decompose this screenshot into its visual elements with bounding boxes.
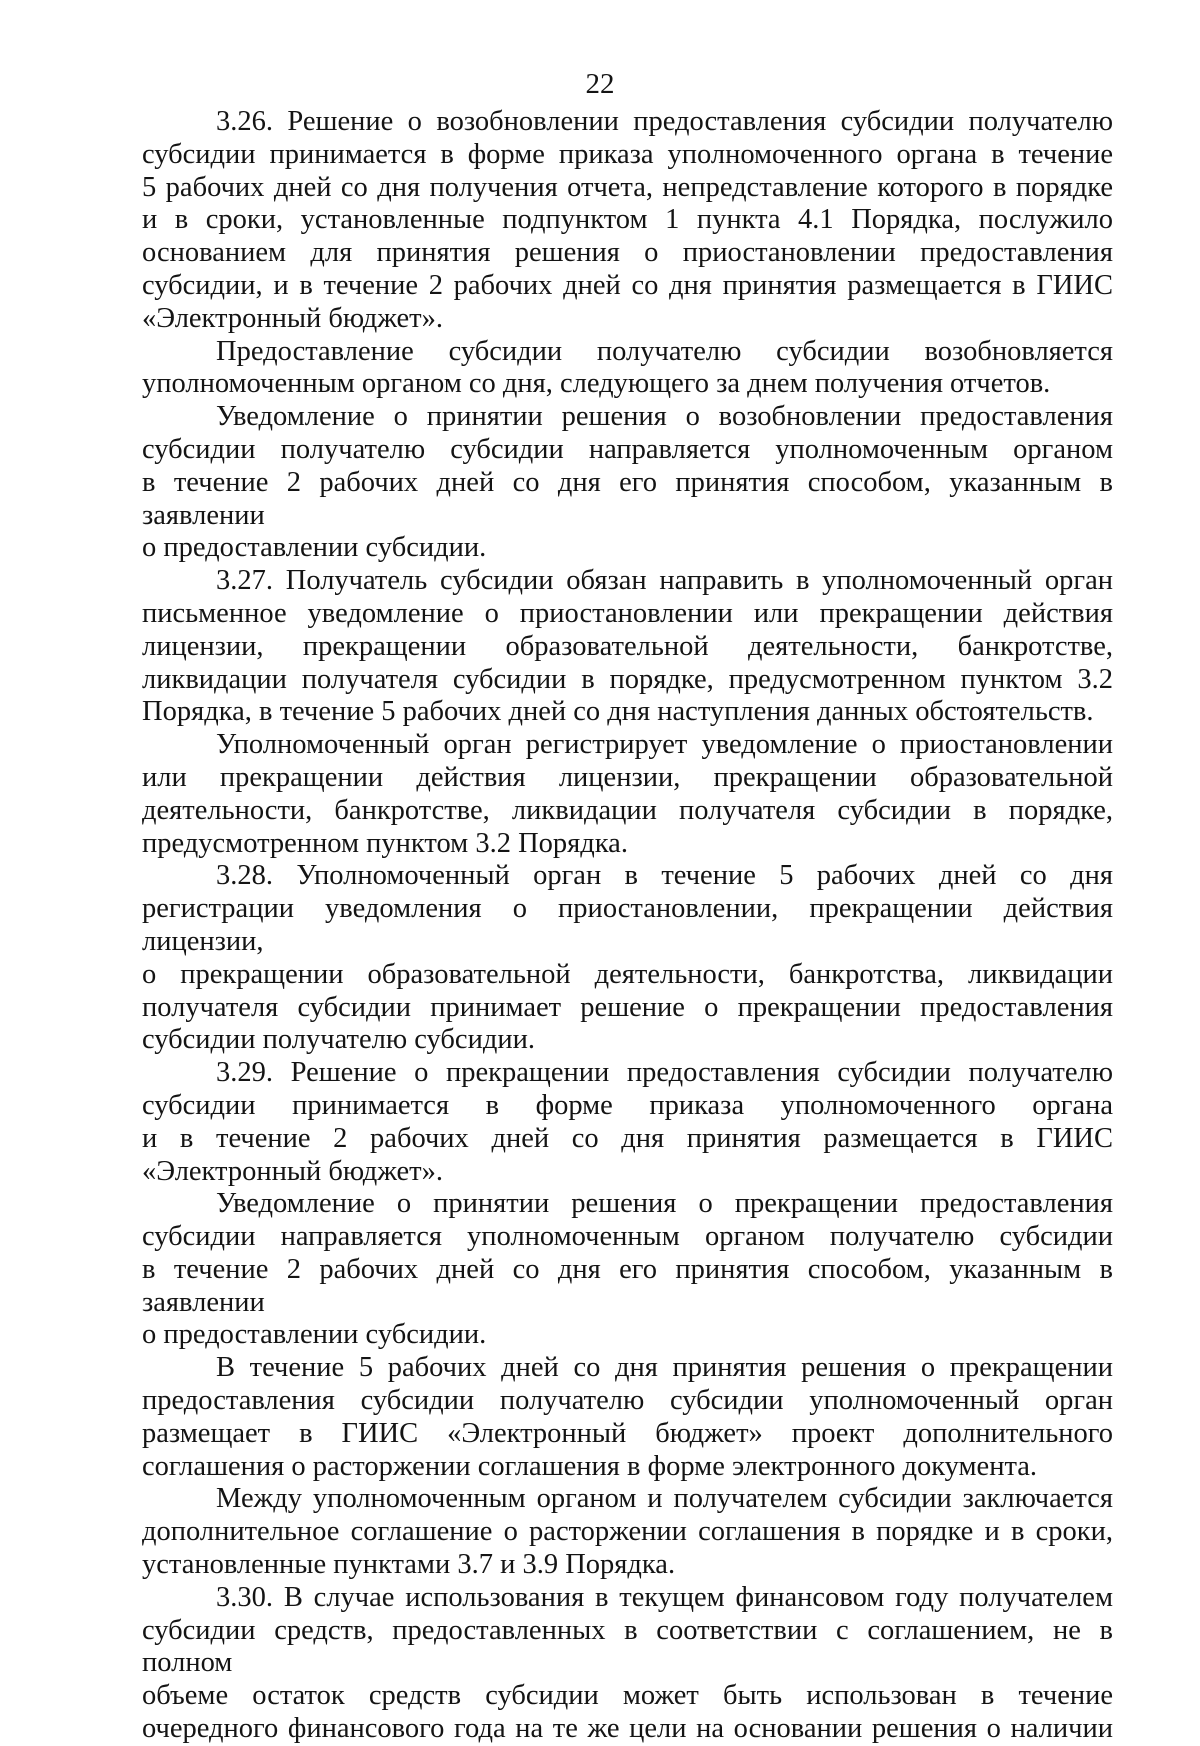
- text-line: соглашения о расторжении соглашения в форме электронного документа.: [142, 1450, 1038, 1482]
- text-line: Между уполномоченным органом и получателем субсидии заключается: [216, 1483, 1113, 1515]
- document-body: [142, 106, 1113, 1746]
- text-line: 3.28. Уполномоченный орган в течение 5 рабочих дней со дня: [216, 860, 1113, 892]
- text-line: дополнительное соглашение о расторжении соглашения в порядке и в сроки,: [142, 1516, 1113, 1548]
- text-line: 3.27. Получатель субсидии обязан направить в уполномоченный орган: [216, 565, 1113, 597]
- text-line: очередного финансового года на те же цели на основании решения о наличии: [142, 1713, 1113, 1745]
- text-line: о прекращении образовательной деятельности, банкротства, ликвидации: [142, 958, 1113, 990]
- text-line: регистрации уведомления о приостановлении, прекращении действия лицензии,: [142, 893, 1113, 957]
- text-line: В течение 5 рабочих дней со дня принятия решения о прекращении: [216, 1352, 1113, 1384]
- paragraph: [142, 729, 1113, 860]
- text-line: 5 рабочих дней со дня получения отчета, непредставление которого в порядке: [142, 171, 1113, 203]
- text-line: субсидии получателю субсидии направляется уполномоченным органом: [142, 433, 1113, 465]
- text-line: субсидии принимается в форме приказа уполномоченного органа в течение: [142, 138, 1113, 170]
- text-line: 3.30. В случае использования в текущем финансовом году получателем: [216, 1581, 1113, 1613]
- text-line: 3.26. Решение о возобновлении предоставления субсидии получателю: [216, 106, 1113, 137]
- text-line: ликвидации получателя субсидии в порядке, предусмотренном пунктом 3.2: [142, 663, 1113, 695]
- text-line: или прекращении действия лицензии, прекращении образовательной: [142, 761, 1113, 793]
- text-line: о предоставлении субсидии.: [142, 532, 487, 564]
- text-line: Уполномоченный орган регистрирует уведомление о приостановлении: [216, 729, 1113, 761]
- text-line: и в сроки, установленные подпунктом 1 пункта 4.1 Порядка, послужило: [142, 204, 1113, 236]
- text-line: 3.29. Решение о прекращении предоставления субсидии получателю: [216, 1057, 1113, 1089]
- paragraph: [142, 565, 1113, 729]
- text-line: о предоставлении субсидии.: [142, 1319, 487, 1351]
- paragraph: [142, 1188, 1113, 1352]
- text-line: предусмотренном пунктом 3.2 Порядка.: [142, 827, 628, 859]
- text-line: и в течение 2 рабочих дней со дня принятия размещается в ГИИС: [142, 1122, 1113, 1154]
- text-line: деятельности, банкротстве, ликвидации получателя субсидии в порядке,: [142, 794, 1113, 826]
- text-line: в течение 2 рабочих дней со дня его принятия способом, указанным в заявлении: [142, 466, 1113, 531]
- paragraph: [142, 1057, 1113, 1188]
- text-line: Уведомление о принятии решения о возобновлении предоставления: [216, 401, 1113, 433]
- text-line: предоставления субсидии получателю субсидии уполномоченный орган: [142, 1385, 1113, 1417]
- text-line: субсидии получателю субсидии.: [142, 1024, 535, 1056]
- text-line: Порядка, в течение 5 рабочих дней со дня наступления данных обстоятельств.: [142, 696, 1094, 728]
- text-line: размещает в ГИИС «Электронный бюджет» проект дополнительного: [142, 1417, 1113, 1449]
- text-line: «Электронный бюджет».: [142, 302, 444, 334]
- text-line: Предоставление субсидии получателю субсидии возобновляется: [216, 335, 1113, 367]
- page-number: 22: [585, 68, 615, 100]
- text-line: уполномоченным органом со дня, следующего за днем получения отчетов.: [142, 368, 1051, 400]
- paragraph: [142, 401, 1113, 565]
- text-line: субсидии средств, предоставленных в соответствии с соглашением, не в полном: [142, 1614, 1113, 1679]
- text-line: субсидии принимается в форме приказа уполномоченного органа: [142, 1089, 1113, 1121]
- text-line: получателя субсидии принимает решение о прекращении предоставления: [142, 991, 1113, 1023]
- text-line: субсидии, и в течение 2 рабочих дней со дня принятия размещается в ГИИС: [142, 269, 1113, 301]
- text-line: «Электронный бюджет».: [142, 1155, 444, 1187]
- text-line: лицензии, прекращении образовательной деятельности, банкротстве,: [142, 630, 1113, 662]
- paragraph: [142, 106, 1113, 336]
- text-line: установленные пунктами 3.7 и 3.9 Порядка.: [142, 1549, 676, 1581]
- text-line: субсидии направляется уполномоченным органом получателю субсидии: [142, 1221, 1113, 1253]
- paragraph: [142, 860, 1113, 1057]
- text-line: Уведомление о принятии решения о прекращении предоставления: [216, 1188, 1113, 1220]
- text-line: в течение 2 рабочих дней со дня его принятия способом, указанным в заявлении: [142, 1253, 1113, 1318]
- paragraph: [142, 1483, 1113, 1581]
- paragraph: [142, 1352, 1113, 1483]
- paragraph: [142, 336, 1113, 402]
- text-line: основанием для принятия решения о приостановлении предоставления: [142, 237, 1113, 269]
- text-line: письменное уведомление о приостановлении или прекращении действия: [142, 597, 1113, 629]
- paragraph: [142, 1582, 1113, 1746]
- text-line: объеме остаток средств субсидии может быть использован в течение: [142, 1680, 1113, 1712]
